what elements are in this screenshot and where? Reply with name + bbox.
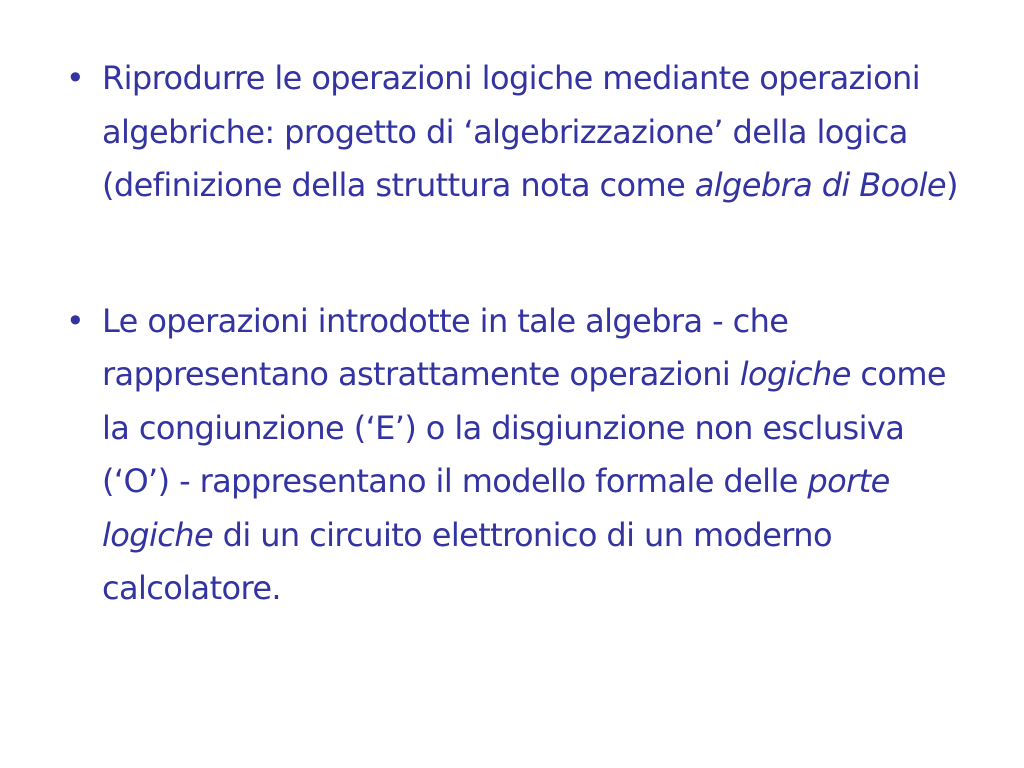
- bullet-2-term-porte-logiche: porte logiche: [102, 462, 890, 554]
- bullet-item-2: [60, 295, 980, 616]
- bullet-1-term-algebra-di-boole: algebra di Boole: [694, 166, 946, 204]
- bullet-2-text-part-5: di un circuito elettronico di un moderno calcolatore.: [102, 515, 832, 607]
- bullet-marker: •: [65, 301, 85, 340]
- bullet-2-text-part-1: Le operazioni introdotte in tale algebra - che rappresentano astrattamente operazioni: [102, 301, 789, 393]
- bullet-1-text-part-1: Riprodurre le operazioni logiche mediante operazioni algebriche: progetto di ‘algebrizzazione’ della logica (definizione della struttura nota come: [102, 59, 921, 204]
- bullet-list: [60, 52, 980, 616]
- bullet-1-text-part-3: ): [945, 166, 958, 204]
- bullet-item-1: [60, 52, 980, 213]
- bullet-marker: •: [65, 59, 85, 97]
- bullet-2-term-logiche: logiche: [739, 355, 851, 393]
- bullet-2-text-part-3: come la congiunzione (‘E’) o la disgiunzione non esclusiva (‘O’) - rappresentano il modello formale delle: [102, 355, 947, 500]
